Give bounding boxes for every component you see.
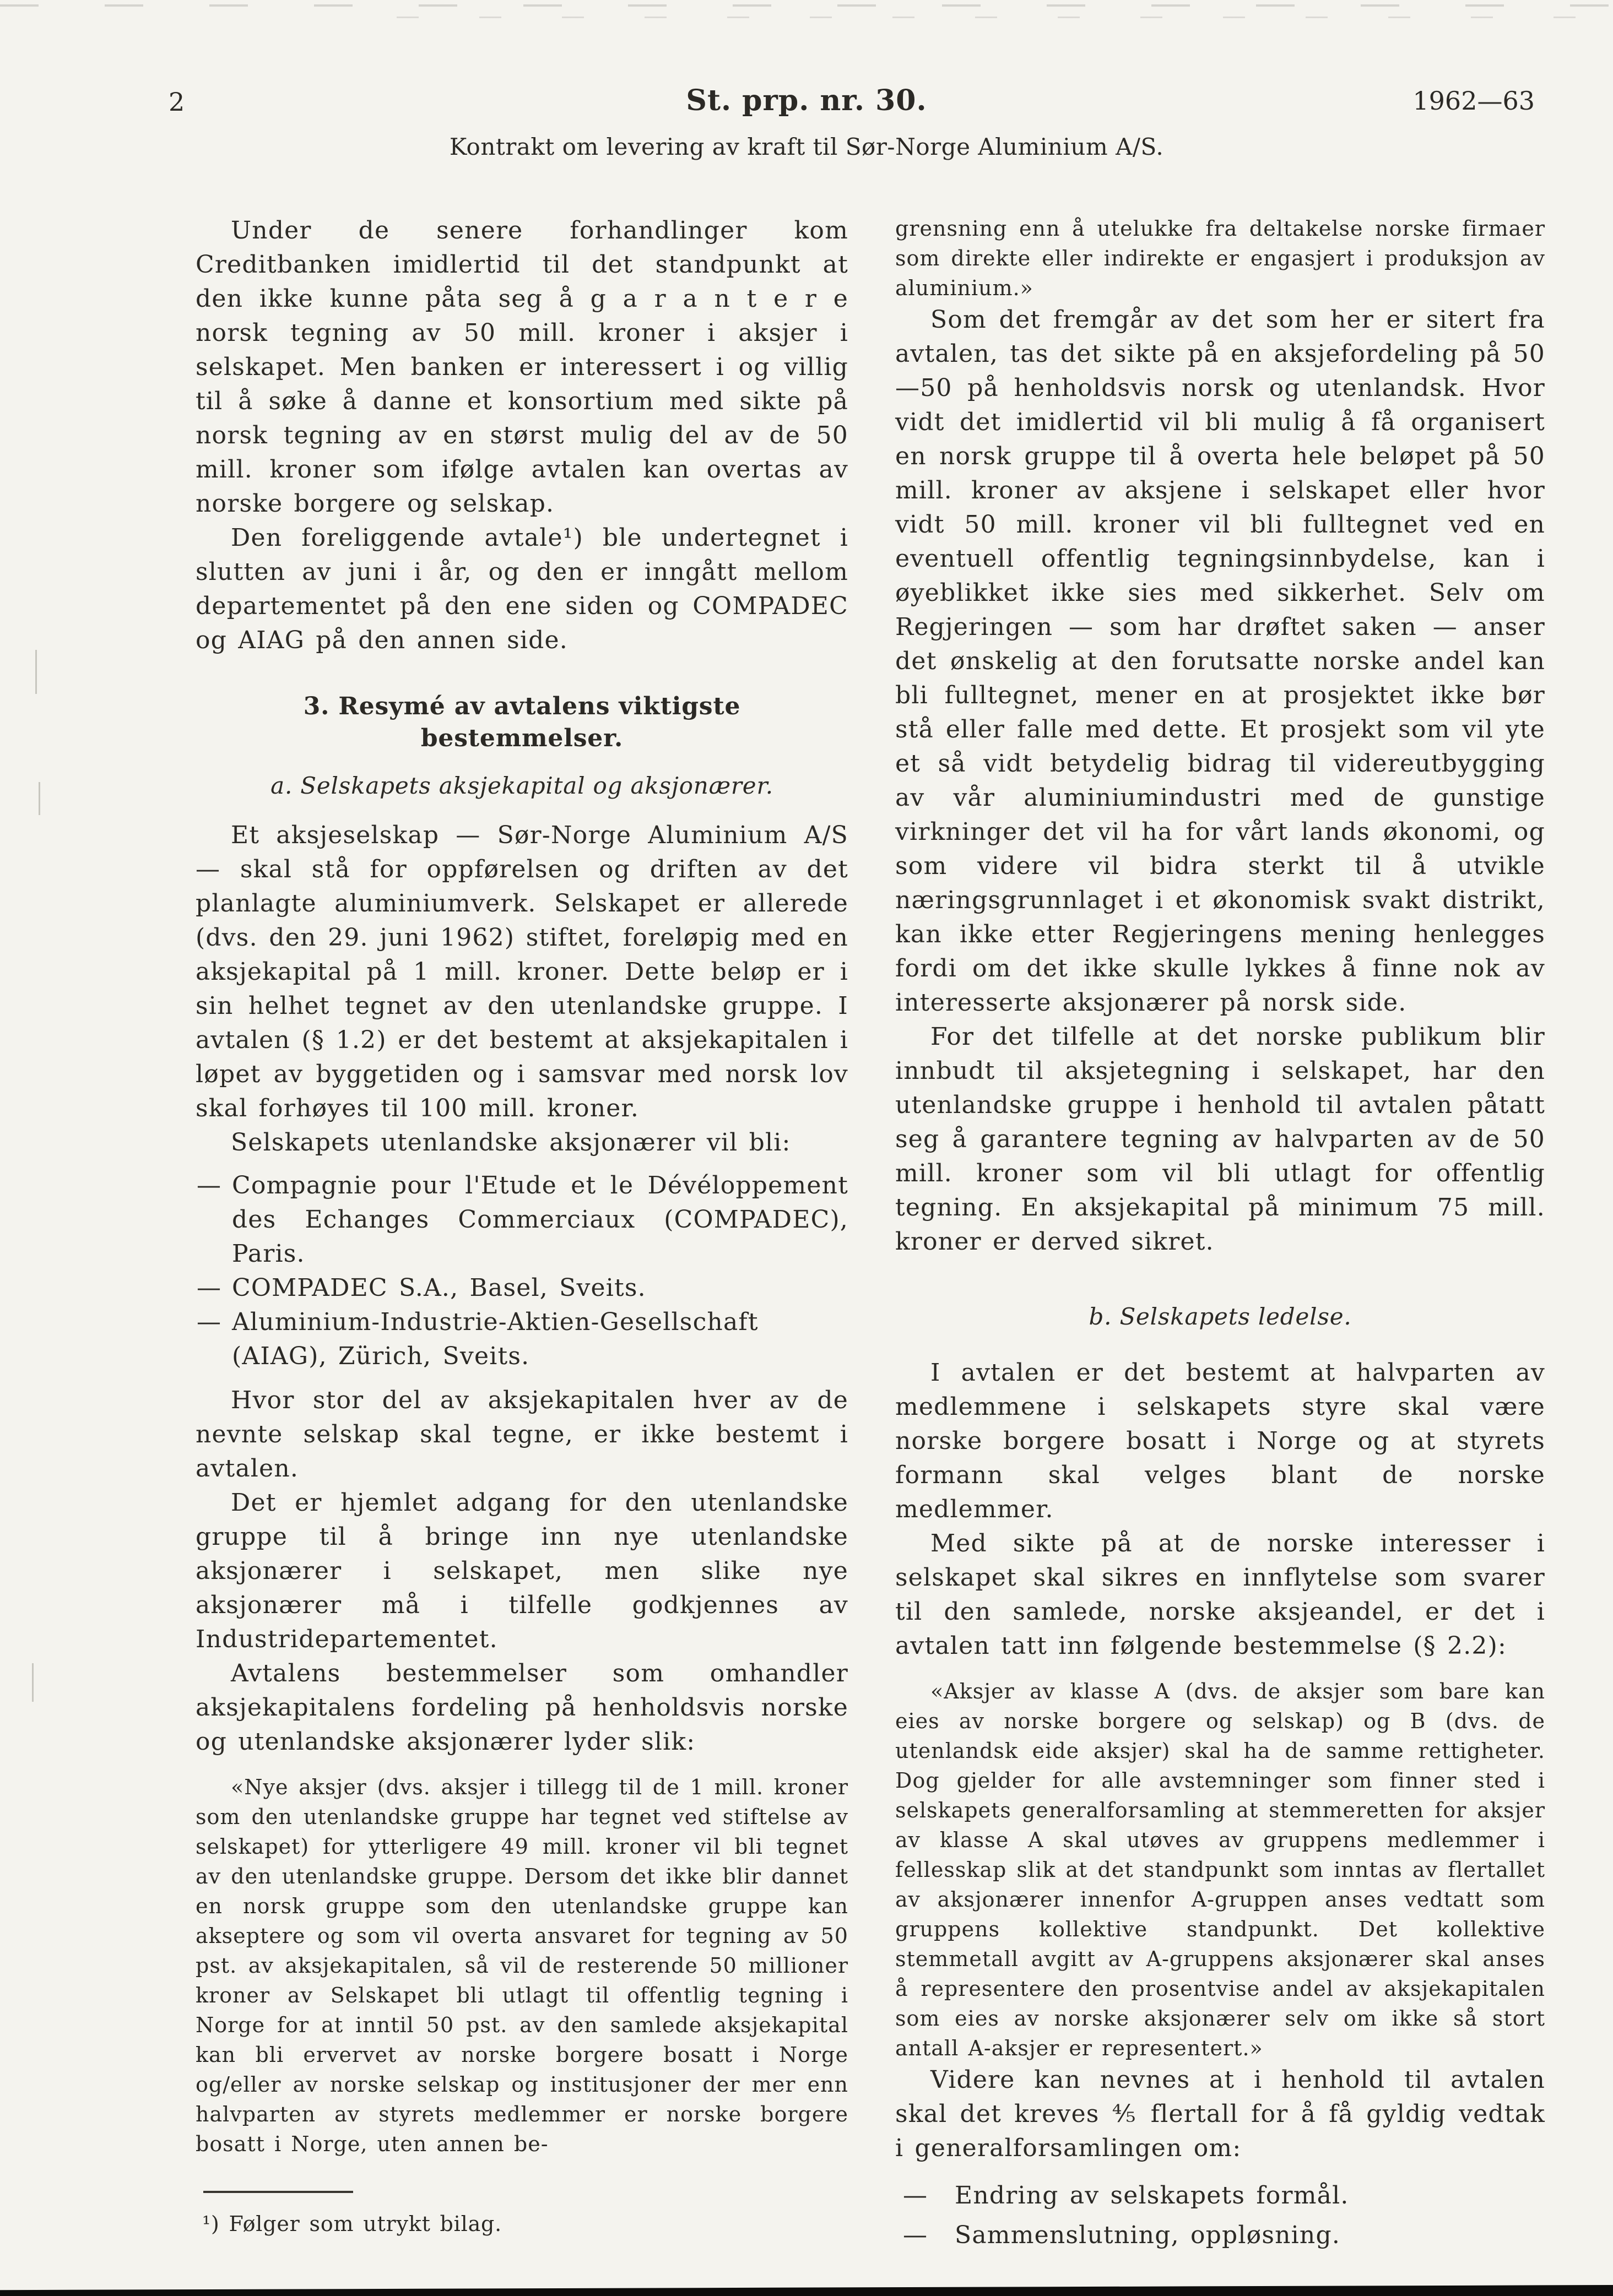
scan-artifact-bottom bbox=[0, 2285, 1613, 2296]
paragraph: Hvor stor del av aksjekapitalen hver av de nevnte selskap skal tegne, er ikke bestemt i avtalen. bbox=[196, 1386, 848, 1483]
paragraph: Det er hjemlet adgang for den utenlandske gruppe til å bringe inn nye utenlandske aksjonærer i selskapet, men slike nye aksjonærer må i tilfelle godkjennes av Industridepartementet. bbox=[196, 1489, 848, 1653]
subsection-heading-a: a. Selskapets aksjekapital og aksjonærer. bbox=[270, 772, 773, 799]
paragraph: Som det fremgår av det som her er sitert fra avtalen, tas det sikte på en aksjefordeling på 50—50 på henholdsvis norsk og utenlandsk. Hvor vidt det imidlertid vil bli mulig å få organisert en norsk gruppe til å overta hele beløpet på 50 mill. kroner av aksjene i selskapet eller hvor vidt 50 mill. kroner vil bli fulltegnet ved en eventuell offentlig tegningsinnbydelse, kan i øyeblikket ikke sies med sikkerhet. Selv om Regjeringen — som har drøftet saken — anser det ønskelig at den forutsatte norske andel kan bli fulltegnet, mener en at prosjektet ikke bør stå eller falle med dette. Et prosjekt som vil yte et så vidt betydelig bidrag til videreutbygging av vår aluminiumindustri med de gunstige virkninger det vil ha for vårt lands økonomi, og som videre vil bidra sterkt til å utvikle næringsgrunnlaget i et økonomisk svakt distrikt, kan ikke etter Regjeringens mening henlegges fordi om det ikke skulle lykkes å finne nok av interesserte aksjonærer på norsk side. bbox=[895, 306, 1545, 1017]
paragraph: Avtalens bestemmelser som omhandler aksjekapitalens fordeling på henholdsvis norske og utenlandske aksjonærer lyder slik: bbox=[196, 1659, 848, 1756]
paragraph: Videre kan nevnes at i henhold til avtalen skal det kreves ⅘ flertall for å få gyldig vedtak i generalforsamlingen om: bbox=[895, 2066, 1545, 2162]
scan-artifact-top bbox=[0, 4, 1613, 7]
dash-marker: — bbox=[903, 2181, 928, 2210]
list-item-text: Endring av selskapets formål. bbox=[955, 2181, 1349, 2210]
list-item bbox=[895, 2179, 1545, 2213]
document-title: St. prp. nr. 30. bbox=[686, 84, 927, 117]
list-item bbox=[196, 1271, 848, 1305]
paragraph: For det tilfelle at det norske publikum blir innbudt til aksjetegning i selskapet, har den utenlandske gruppe i henhold til avtalen påtatt seg å garantere tegning av halvparten av de 50 mill. kroner som vil bli utlagt for offentlig tegning. En aksjekapital på minimum 75 mill. kroner er derved sikret. bbox=[895, 1023, 1545, 1256]
resolution-list bbox=[895, 2179, 1545, 2252]
scan-artifact bbox=[32, 1663, 34, 1702]
dash-marker: — bbox=[197, 1274, 222, 1302]
paragraph: Med sikte på at de norske interesser i selskapet skal sikres en innflytelse som svarer til den samlede, norske aksjeandel, er det i avtalen tatt inn følgende bestemmelse (§ 2.2): bbox=[895, 1529, 1545, 1660]
paragraph: Under de senere forhandlinger kom Creditbanken imidlertid til det standpunkt at den ikke kunne påta seg å g a r a n t e r e norsk tegning av 50 mill. kroner i aksjer i selskapet. Men banken er interessert i og villig til å søke å danne et konsortium med sikte på norsk tegning av en størst mulig del av de 50 mill. kroner som ifølge avtalen kan overtas av norske borgere og selskap. bbox=[196, 216, 848, 518]
right-column bbox=[895, 214, 1545, 2262]
list-item-text: Sammenslutning, oppløsning. bbox=[955, 2221, 1341, 2249]
text-columns bbox=[196, 214, 1545, 2262]
scan-artifact bbox=[39, 782, 40, 815]
paragraph: I avtalen er det bestemt at halvparten av medlemmene i selskapets styre skal være norske borgere bosatt i Norge og at styrets formann skal velges blant de norske medlemmer. bbox=[895, 1359, 1545, 1523]
shareholder-list bbox=[196, 1169, 848, 1374]
dash-marker: — bbox=[197, 1171, 222, 1199]
footnote: ¹) Følger som utrykt bilag. bbox=[202, 2212, 502, 2236]
quote-block: «Aksjer av klasse A (dvs. de aksjer som bare kan eies av norske borgere og selskap) og B (dvs. de utenlandsk eide aksjer) skal ha de samme rettigheter. Dog gjelder for alle avstemninger som finner sted i selskapets generalforsamling at stemmeretten for aksjer av klasse A skal utøves av gruppens medlemmer i fellesskap slik at det standpunkt som inntas av flertallet av aksjonærer innenfor A-gruppen anses vedtatt som gruppens kollektive standpunkt. Det kollektive stemmetall avgitt av A-gruppens aksjonærer skal anses å representere den prosentvise andel av aksjekapitalen som eies av norske aksjonærer selv om ikke så stort antall A-aksjer er representert.» bbox=[895, 1679, 1545, 2060]
list-item-text: COMPADEC S.A., Basel, Sveits. bbox=[232, 1274, 646, 1302]
footnote-rule bbox=[203, 2191, 353, 2193]
dash-marker: — bbox=[903, 2221, 928, 2249]
list-item-text: Compagnie pour l'Etude et le Dévéloppement des Echanges Commerciaux (COMPADEC), Paris. bbox=[232, 1171, 848, 1268]
quote-block: «Nye aksjer (dvs. aksjer i tillegg til de 1 mill. kroner som den utenlandske gruppe har tegnet ved stiftelse av selskapet) for ytterligere 49 mill. kroner vil bli tegnet av den utenlandske gruppe. Dersom det ikke blir dannet en norsk gruppe som den utenlandske gruppe kan akseptere og som vil overta ansvaret for tegning av 50 pst. av aksjekapitalen, så vil de resterende 50 millioner kroner av Selskapet bli utlagt til offentlig tegning i Norge for at inntil 50 pst. av den samlede aksjekapital kan bli ervervet av norske borgere bosatt i Norge og/eller av norske selskap og institusjoner der mer enn halvparten av styrets medlemmer er norske borgere bosatt i Norge, uten annen be- bbox=[196, 1775, 848, 2156]
scan-artifact-top bbox=[397, 17, 1580, 18]
list-item bbox=[196, 1169, 848, 1271]
dash-marker: — bbox=[197, 1308, 222, 1336]
subsection-heading-b: b. Selskapets ledelse. bbox=[1089, 1303, 1352, 1330]
list-item-text: Aluminium-Industrie-Aktien-Gesellschaft (AIAG), Zürich, Sveits. bbox=[232, 1308, 759, 1370]
page-header bbox=[0, 84, 1613, 128]
quote-block-continuation: grensning enn å utelukke fra deltakelse norske firmaer som direkte eller indirekte er engasjert i produksjon av aluminium.» bbox=[895, 216, 1545, 300]
paragraph: Den foreliggende avtale¹) ble undertegnet i slutten av juni i år, og den er inngått mellom departementet på den ene siden og COMPADEC og AIAG på den annen side. bbox=[196, 524, 848, 654]
page-number: 2 bbox=[169, 87, 185, 117]
session-year: 1962—63 bbox=[1412, 86, 1535, 116]
scan-artifact bbox=[35, 650, 37, 694]
paragraph: Selskapets utenlandske aksjonærer vil bli: bbox=[231, 1128, 791, 1157]
list-item bbox=[196, 1305, 848, 1374]
document-subtitle: Kontrakt om levering av kraft til Sør-Norge Aluminium A/S. bbox=[449, 133, 1164, 160]
section-heading: 3. Resymé av avtalens viktigste bestemmelser. bbox=[303, 692, 741, 752]
left-column bbox=[196, 214, 848, 2262]
list-item bbox=[895, 2218, 1545, 2252]
paragraph: Et aksjeselskap — Sør-Norge Aluminium A/S — skal stå for oppførelsen og driften av det planlagte aluminiumverk. Selskapet er allerede (dvs. den 29. juni 1962) stiftet, foreløpig med en aksjekapital på 1 mill. kroner. Dette beløp er i sin helhet tegnet av den utenlandske gruppe. I avtalen (§ 1.2) er det bestemt at aksjekapitalen i løpet av byggetiden og i samsvar med norsk lov skal forhøyes til 100 mill. kroner. bbox=[196, 821, 848, 1122]
